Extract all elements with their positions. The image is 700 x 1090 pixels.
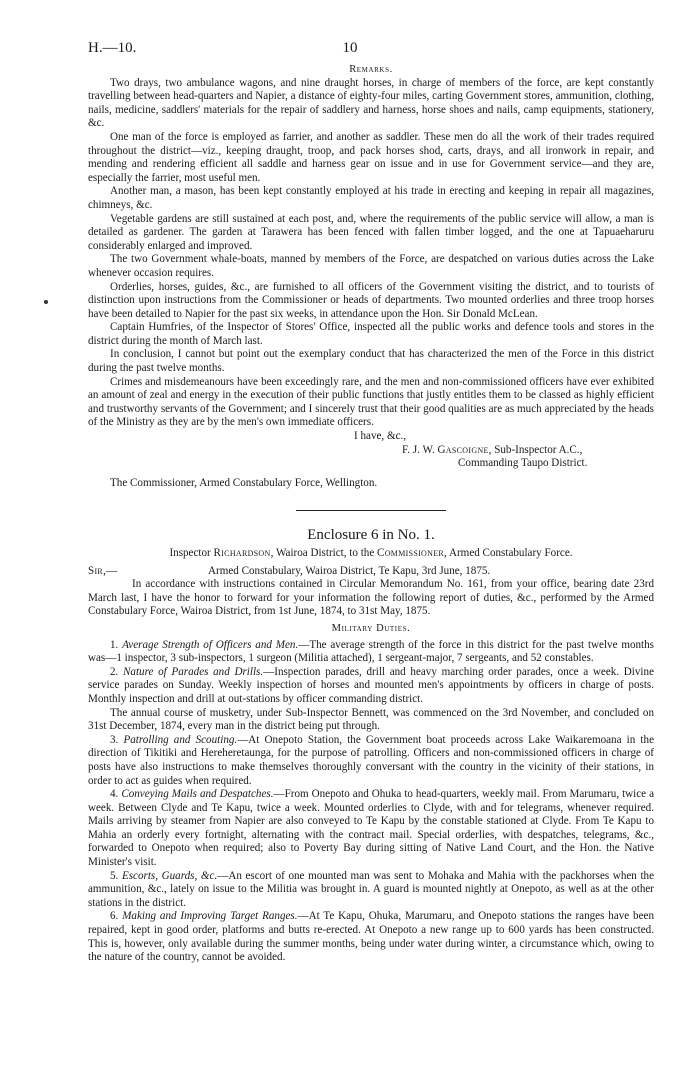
margin-dot (44, 300, 48, 304)
remarks-paragraph: Two drays, two ambulance wagons, and nine draught horses, in charge of members of the force, are kept constantly travelling between head-quarters and Napier, a distance of eighty-four miles, carting Government stores, ammunition, clothing, nails, medicine, saddlers' materials for the repair of saddlery and harness, horse shoes and nails, camp equipments, stationery, &c. (88, 76, 654, 130)
military-duties-heading: Military Duties. (331, 622, 411, 634)
salutation: Sir,— (88, 564, 118, 577)
remarks-heading: Remarks. (349, 64, 393, 75)
remarks-paragraph: Another man, a mason, has been kept constantly employed at his trade in erecting and keeping in repair all magazines, chimneys, &c. (88, 185, 654, 211)
page-reference: H.—10. (88, 40, 137, 56)
intro-paragraph: In accordance with instructions contained in Circular Memorandum No. 161, from your office, bearing date 23rd March last, I have the honor to forward for your information the following report of duties, &c., performed by the Armed Constabulary Force, Wairoa District, from 1st June, 1874, to 31st May, 1875. (88, 578, 654, 618)
addressee: The Commissioner, Armed Constabulary Force, Wellington. (110, 476, 378, 489)
duty-item: 5. Escorts, Guards, &c.—An escort of one mounted man was sent to Mohaka and Mahia with the packhorses when the ammunition, &c., lately on issue to the Militia was brought in. A guard is mounted nightly at Onepoto, as well as at the other stations in the district. (88, 869, 654, 909)
remarks-paragraph: In conclusion, I cannot but point out the exemplary conduct that has characterized the men of the Force in this district during the past twelve months. (88, 348, 654, 375)
remarks-paragraph: Crimes and misdemeanours have been exceedingly rare, and the men and non-commissioned officers have ever exhibited an amount of zeal and energy in the execution of their public functions that justly entitles them to be classed as highly efficient and trustworthy servants of the Government; and I sincerely trust that their good qualities are as much appreciated by the heads of the Ministry as they are by the men's own immediate officers. (88, 375, 654, 429)
duty-item: 3. Patrolling and Scouting.—At Onepoto Station, the Government boat proceeds across Lake Waikaremoana in the direction of Tikitiki and Hereheretaunga, for the purpose of patrolling. Officers and non-commissioned officers in charge of posts have also instructions to make themselves thoroughly conversant with the country in the vicinity of their stations, in order to act as guides when required. (88, 733, 654, 787)
page-body (88, 63, 654, 965)
remarks-paragraph: Orderlies, horses, guides, &c., are furnished to all officers of the Government visiting the district, and to tourists of distinction upon instructions from the Commissioner or heads of departments. Two mounted orderlies and three troop horses have been detailed to Napier for the past six weeks, in attendance upon the Hon. Sir Donald McLean. (88, 280, 654, 320)
remarks-paragraph: One man of the force is employed as farrier, and another as saddler. These men do all the work of their trades required throughout the district—viz., keeping draught, troop, and pack horses shod, carts, drays, and all ironwork in repair, and mending and rendering efficient all saddle and harness gear on issue and in use for Government service—and they are, especially the farrier, most useful men. (88, 130, 654, 184)
signature-name: F. J. W. Gascoigne, Sub-Inspector A.C., (402, 443, 583, 456)
signature-title: Commanding Taupo District. (458, 457, 588, 470)
salutation-row (88, 565, 654, 579)
page-number: 10 (342, 40, 358, 56)
duty-item: 4. Conveying Mails and Despatches.—From Onepoto and Ohuka to head-quarters, weekly mail. From Marumaru, twice a week. Between Clyde and Te Kapu, twice a week. Mounted orderlies to Clyde, with and for telegrams, whenever required. Mails arriving by steamer from Napier are also conveyed to Te Kapu by the constable stationed at Clyde. From Te Kapu to Mahia an orderly every fortnight, alternating with the contract mail. Special orderlies, with despatches, telegrams, &c., forwarded to Onepoto when required; also to Poverty Bay during sitting of Native Land Court, and the Hon. the Native Minister's visit. (88, 788, 654, 869)
enclosure-from: Inspector Richardson, Wairoa District, to the Commissioner, Armed Constabulary Force. (169, 547, 573, 559)
remarks-paragraph: The two Government whale-boats, manned by members of the Force, are despatched on various duties across the Lake whenever occasion requires. (88, 253, 654, 279)
duty-item: 6. Making and Improving Target Ranges.—At Te Kapu, Ohuka, Marumaru, and Onepoto stations the ranges have been repaired, kept in good order, platforms and butts re-erected. At Onepoto a new range up to 600 yards has been constructed. This is, however, only available during the summer months, being under water during winter, a circumstance which, owing to the nature of the country, cannot be avoided. (88, 910, 654, 964)
duty-paragraph: The annual course of musketry, under Sub-Inspector Bennett, was commenced on the 3rd November, and concluded on 31st December, 1874, every man in the district being put through. (88, 706, 654, 733)
signature-block (88, 430, 654, 471)
enclosure-title: Enclosure 6 in No. 1. (307, 527, 435, 544)
section-divider (296, 510, 446, 511)
duty-item: 1. Average Strength of Officers and Men.—The average strength of the force in this district for the past twelve months was—1 inspector, 3 sub-inspectors, 1 surgeon (Militia attached), 1 sergeant-major, 7 sergeants, and 52 constables. (88, 638, 654, 665)
remarks-paragraph: Vegetable gardens are still sustained at each post, and, where the requirements of the public service will allow, a man is detailed as gardener. The garden at Tarawera has been fenced with fallen timber logged, and the one at Tapuaeharuru considerably enlarged and improved. (88, 212, 654, 252)
remarks-paragraph: Captain Humfries, of the Inspector of Stores' Office, inspected all the public works and defence tools and stores in the district during the month of March last. (88, 321, 654, 347)
place-date: Armed Constabulary, Wairoa District, Te Kapu, 3rd June, 1875. (208, 564, 491, 577)
duty-item: 2. Nature of Parades and Drills.—Inspection parades, drill and heavy marching order parades, once a week. Divine service parades on Sunday. Weekly inspection of horses and mounted men's appointments by officers in charge of posts. Monthly inspection and drill at out-stations by officer commanding district. (88, 665, 654, 705)
signature-closing: I have, &c., (354, 430, 407, 443)
